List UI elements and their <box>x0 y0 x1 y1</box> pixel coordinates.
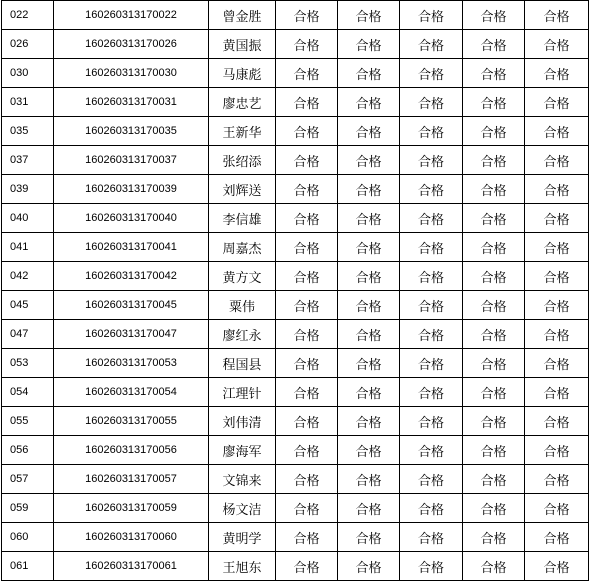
result-cell: 合格 <box>463 30 525 59</box>
result-cell: 合格 <box>525 117 589 146</box>
result-cell: 合格 <box>338 436 400 465</box>
result-cell: 合格 <box>338 175 400 204</box>
result-cell: 合格 <box>276 320 338 349</box>
result-cell: 合格 <box>525 175 589 204</box>
result-cell: 合格 <box>338 552 400 581</box>
result-cell: 合格 <box>525 1 589 30</box>
result-cell: 合格 <box>276 465 338 494</box>
result-cell: 合格 <box>276 146 338 175</box>
seq-cell: 031 <box>2 88 54 117</box>
name-cell: 王新华 <box>209 117 276 146</box>
result-cell: 合格 <box>400 146 463 175</box>
result-cell: 合格 <box>463 291 525 320</box>
result-cell: 合格 <box>400 523 463 552</box>
result-cell: 合格 <box>338 465 400 494</box>
exam-id-cell: 160260313170055 <box>54 407 209 436</box>
seq-cell: 057 <box>2 465 54 494</box>
result-cell: 合格 <box>463 378 525 407</box>
table-body <box>2 1 589 581</box>
result-cell: 合格 <box>338 494 400 523</box>
result-cell: 合格 <box>276 262 338 291</box>
name-cell: 廖忠艺 <box>209 88 276 117</box>
name-cell: 粟伟 <box>209 291 276 320</box>
table-row <box>2 262 589 291</box>
result-cell: 合格 <box>276 59 338 88</box>
seq-cell: 022 <box>2 1 54 30</box>
exam-id-cell: 160260313170031 <box>54 88 209 117</box>
result-cell: 合格 <box>400 59 463 88</box>
result-cell: 合格 <box>525 88 589 117</box>
result-cell: 合格 <box>463 436 525 465</box>
table-row <box>2 349 589 378</box>
exam-id-cell: 160260313170059 <box>54 494 209 523</box>
result-cell: 合格 <box>400 1 463 30</box>
result-cell: 合格 <box>525 436 589 465</box>
result-cell: 合格 <box>400 349 463 378</box>
table-row <box>2 465 589 494</box>
results-table <box>1 0 589 581</box>
table-row <box>2 523 589 552</box>
result-cell: 合格 <box>400 262 463 291</box>
result-cell: 合格 <box>338 262 400 291</box>
name-cell: 杨文洁 <box>209 494 276 523</box>
result-cell: 合格 <box>525 146 589 175</box>
result-cell: 合格 <box>400 88 463 117</box>
result-cell: 合格 <box>400 117 463 146</box>
result-cell: 合格 <box>525 59 589 88</box>
table-row <box>2 204 589 233</box>
result-cell: 合格 <box>525 233 589 262</box>
table-row <box>2 320 589 349</box>
name-cell: 李信雄 <box>209 204 276 233</box>
seq-cell: 037 <box>2 146 54 175</box>
result-cell: 合格 <box>338 320 400 349</box>
result-cell: 合格 <box>463 204 525 233</box>
exam-id-cell: 160260313170042 <box>54 262 209 291</box>
result-cell: 合格 <box>525 204 589 233</box>
result-cell: 合格 <box>276 407 338 436</box>
exam-id-cell: 160260313170040 <box>54 204 209 233</box>
name-cell: 黄方文 <box>209 262 276 291</box>
result-cell: 合格 <box>463 494 525 523</box>
name-cell: 马康彪 <box>209 59 276 88</box>
result-cell: 合格 <box>525 552 589 581</box>
name-cell: 张绍添 <box>209 146 276 175</box>
result-cell: 合格 <box>400 378 463 407</box>
exam-id-cell: 160260313170041 <box>54 233 209 262</box>
table-row <box>2 1 589 30</box>
name-cell: 刘辉送 <box>209 175 276 204</box>
exam-id-cell: 160260313170053 <box>54 349 209 378</box>
exam-id-cell: 160260313170045 <box>54 291 209 320</box>
table-row <box>2 117 589 146</box>
table-row <box>2 291 589 320</box>
seq-cell: 060 <box>2 523 54 552</box>
result-cell: 合格 <box>400 30 463 59</box>
seq-cell: 026 <box>2 30 54 59</box>
result-cell: 合格 <box>338 378 400 407</box>
exam-id-cell: 160260313170054 <box>54 378 209 407</box>
result-cell: 合格 <box>276 494 338 523</box>
result-cell: 合格 <box>276 291 338 320</box>
name-cell: 廖红永 <box>209 320 276 349</box>
table-row <box>2 494 589 523</box>
result-cell: 合格 <box>338 88 400 117</box>
table-row <box>2 88 589 117</box>
exam-id-cell: 160260313170061 <box>54 552 209 581</box>
result-cell: 合格 <box>276 523 338 552</box>
result-cell: 合格 <box>338 30 400 59</box>
result-cell: 合格 <box>276 349 338 378</box>
seq-cell: 059 <box>2 494 54 523</box>
result-cell: 合格 <box>338 407 400 436</box>
result-cell: 合格 <box>400 204 463 233</box>
seq-cell: 040 <box>2 204 54 233</box>
name-cell: 江理针 <box>209 378 276 407</box>
result-cell: 合格 <box>400 233 463 262</box>
seq-cell: 045 <box>2 291 54 320</box>
result-cell: 合格 <box>276 1 338 30</box>
result-cell: 合格 <box>400 407 463 436</box>
result-cell: 合格 <box>338 291 400 320</box>
result-cell: 合格 <box>276 117 338 146</box>
seq-cell: 055 <box>2 407 54 436</box>
result-cell: 合格 <box>338 523 400 552</box>
result-cell: 合格 <box>338 117 400 146</box>
exam-id-cell: 160260313170022 <box>54 1 209 30</box>
exam-id-cell: 160260313170060 <box>54 523 209 552</box>
result-cell: 合格 <box>276 175 338 204</box>
table-row <box>2 175 589 204</box>
result-cell: 合格 <box>525 378 589 407</box>
result-cell: 合格 <box>525 320 589 349</box>
result-cell: 合格 <box>276 552 338 581</box>
table-row <box>2 30 589 59</box>
result-cell: 合格 <box>276 378 338 407</box>
name-cell: 王旭东 <box>209 552 276 581</box>
seq-cell: 047 <box>2 320 54 349</box>
exam-id-cell: 160260313170056 <box>54 436 209 465</box>
name-cell: 黄国振 <box>209 30 276 59</box>
seq-cell: 061 <box>2 552 54 581</box>
name-cell: 廖海军 <box>209 436 276 465</box>
seq-cell: 042 <box>2 262 54 291</box>
result-cell: 合格 <box>463 88 525 117</box>
seq-cell: 056 <box>2 436 54 465</box>
result-cell: 合格 <box>463 117 525 146</box>
name-cell: 曾金胜 <box>209 1 276 30</box>
result-cell: 合格 <box>338 146 400 175</box>
result-cell: 合格 <box>400 494 463 523</box>
result-cell: 合格 <box>463 349 525 378</box>
exam-id-cell: 160260313170057 <box>54 465 209 494</box>
result-cell: 合格 <box>463 465 525 494</box>
seq-cell: 041 <box>2 233 54 262</box>
exam-id-cell: 160260313170030 <box>54 59 209 88</box>
result-cell: 合格 <box>525 30 589 59</box>
table-row <box>2 233 589 262</box>
name-cell: 周嘉杰 <box>209 233 276 262</box>
result-cell: 合格 <box>276 436 338 465</box>
table-row <box>2 378 589 407</box>
name-cell: 刘伟清 <box>209 407 276 436</box>
result-cell: 合格 <box>525 349 589 378</box>
exam-id-cell: 160260313170037 <box>54 146 209 175</box>
exam-id-cell: 160260313170047 <box>54 320 209 349</box>
result-cell: 合格 <box>338 59 400 88</box>
result-cell: 合格 <box>463 233 525 262</box>
result-cell: 合格 <box>338 204 400 233</box>
seq-cell: 053 <box>2 349 54 378</box>
result-cell: 合格 <box>525 523 589 552</box>
result-cell: 合格 <box>338 349 400 378</box>
result-cell: 合格 <box>463 552 525 581</box>
result-cell: 合格 <box>400 465 463 494</box>
result-cell: 合格 <box>525 291 589 320</box>
result-cell: 合格 <box>463 407 525 436</box>
exam-id-cell: 160260313170035 <box>54 117 209 146</box>
result-cell: 合格 <box>463 262 525 291</box>
result-cell: 合格 <box>276 30 338 59</box>
result-cell: 合格 <box>400 552 463 581</box>
result-cell: 合格 <box>276 233 338 262</box>
seq-cell: 035 <box>2 117 54 146</box>
seq-cell: 030 <box>2 59 54 88</box>
result-cell: 合格 <box>463 59 525 88</box>
result-cell: 合格 <box>338 1 400 30</box>
exam-id-cell: 160260313170039 <box>54 175 209 204</box>
exam-id-cell: 160260313170026 <box>54 30 209 59</box>
result-cell: 合格 <box>525 407 589 436</box>
result-cell: 合格 <box>400 291 463 320</box>
seq-cell: 039 <box>2 175 54 204</box>
result-cell: 合格 <box>463 523 525 552</box>
table-row <box>2 552 589 581</box>
result-cell: 合格 <box>400 320 463 349</box>
name-cell: 黄明学 <box>209 523 276 552</box>
result-cell: 合格 <box>463 146 525 175</box>
result-cell: 合格 <box>463 320 525 349</box>
table-row <box>2 146 589 175</box>
seq-cell: 054 <box>2 378 54 407</box>
result-cell: 合格 <box>400 436 463 465</box>
result-cell: 合格 <box>400 175 463 204</box>
name-cell: 文锦来 <box>209 465 276 494</box>
table-row <box>2 436 589 465</box>
result-cell: 合格 <box>276 204 338 233</box>
result-cell: 合格 <box>525 465 589 494</box>
name-cell: 程国县 <box>209 349 276 378</box>
result-cell: 合格 <box>525 494 589 523</box>
result-cell: 合格 <box>463 175 525 204</box>
table-row <box>2 407 589 436</box>
result-cell: 合格 <box>276 88 338 117</box>
result-cell: 合格 <box>463 1 525 30</box>
result-cell: 合格 <box>525 262 589 291</box>
result-cell: 合格 <box>338 233 400 262</box>
table-row <box>2 59 589 88</box>
